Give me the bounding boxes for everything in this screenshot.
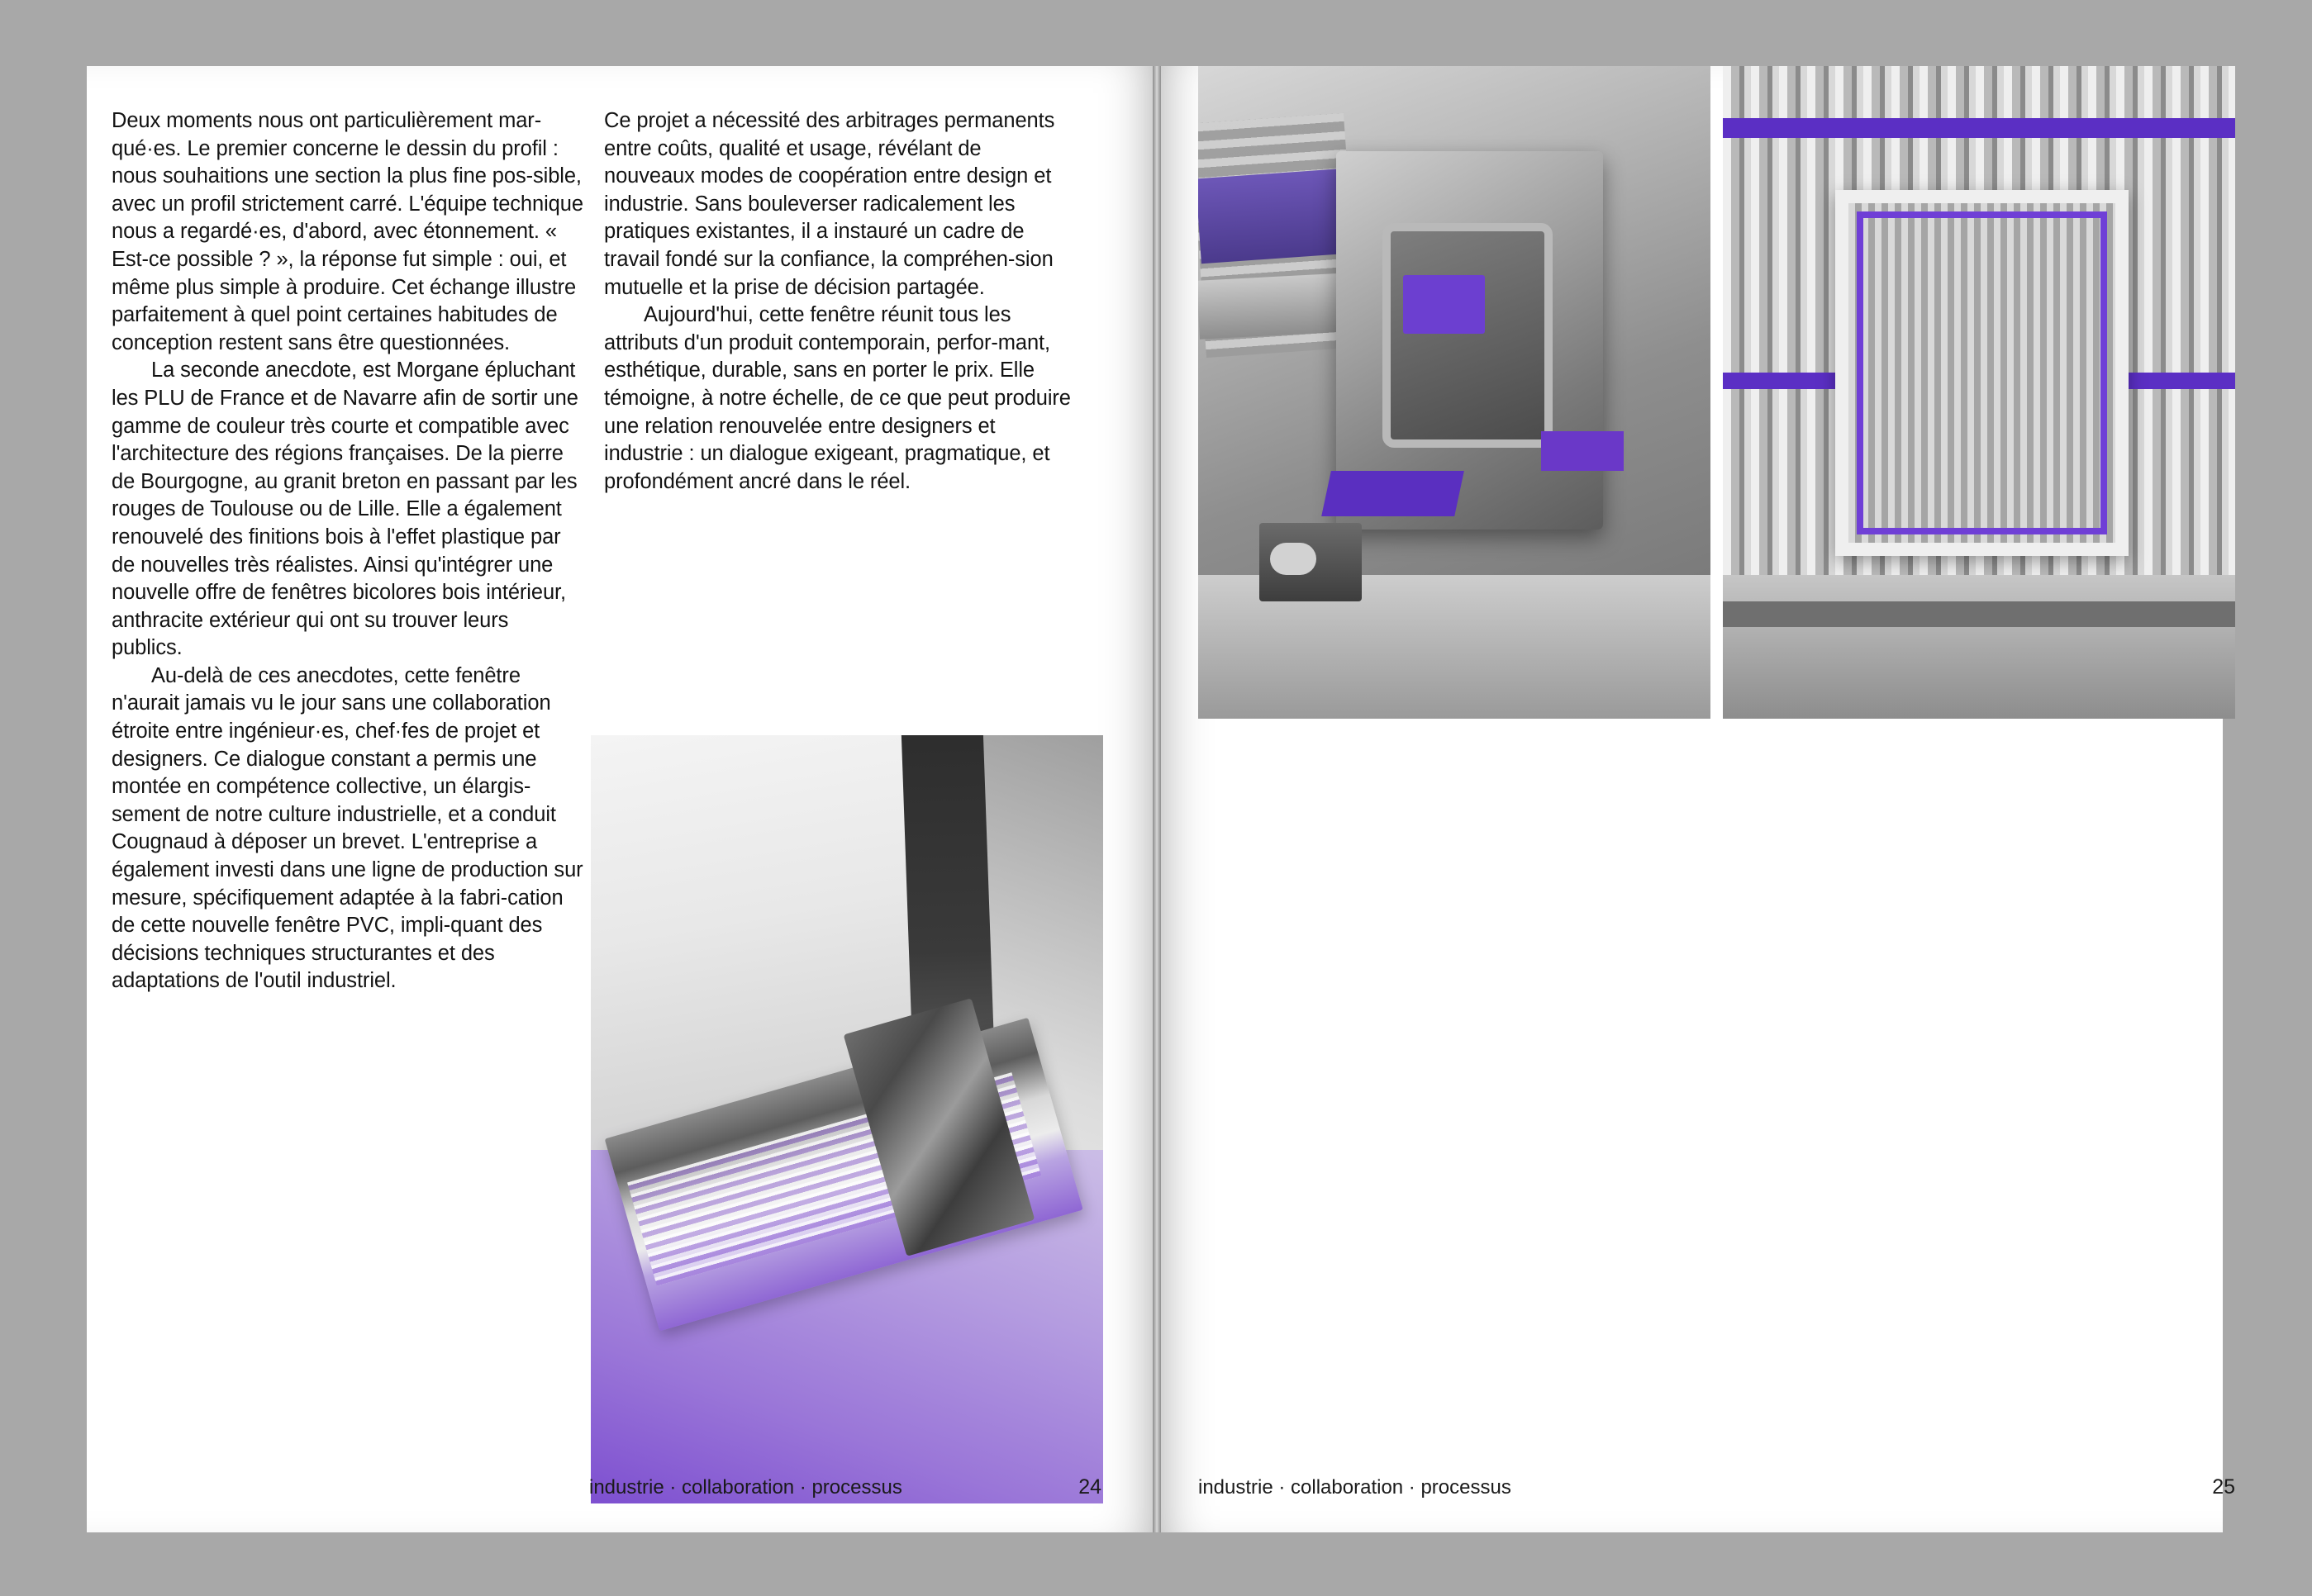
paragraph: Deux moments nous ont particulièrement mar-qué·es. Le premier concerne le dessin du profil : nous souhaitions une section la plus fine pos-sible, avec un profil strictement carré. L'équipe technique nous a regardé·es, d'abord, avec étonnement. « Est-ce possible ? », la réponse fut simple : oui, et même plus simple à produire. Cet échange illustre parfaitement à quel point certaines habitudes de conception restent sans être questionnées. bbox=[112, 109, 583, 354]
left-page bbox=[87, 66, 1153, 1532]
photo-window-frame bbox=[1835, 190, 2128, 556]
photo-rack-bar bbox=[1723, 601, 2235, 628]
assembly-machine-photo bbox=[1198, 66, 1710, 719]
profile-rack-photo bbox=[1723, 66, 2235, 719]
paragraph: Au-delà de ces anecdotes, cette fenêtre n'aurait jamais vu le jour sans une collaboration étroite entre ingénieur·es, chef·fes de projet et designers. Ce dialogue constant a permis une montée en compétence collective, un élargis-sement de notre culture industrielle, et a conduit Cougnaud à déposer un brevet. L'entreprise a également investi dans une ligne de production sur mesure, spécifiquement adaptée à la fabri-cation de cette nouvelle fenêtre PVC, impli-quant des décisions techniques structurantes et des adaptations de l'outil industriel. bbox=[112, 663, 583, 993]
paragraph: La seconde anecdote, est Morgane épluchant les PLU de France et de Navarre afin de sortir une gamme de couleur très courte et compatible avec l'architecture des régions françaises. De la pierre de Bourgogne, au granit breton en passant par les rouges de Toulouse ou de Lille. Elle a également renouvelé des finitions bois à l'effet plastique par de nouvelles très réalistes. Ainsi qu'intégrer une nouvelle offre de fenêtres bicolores bois intérieur, anthracite extérieur qui ont su trouver leurs publics. bbox=[112, 359, 578, 660]
left-page-footer bbox=[589, 1475, 1101, 1499]
window-profile-render-image bbox=[591, 735, 1103, 1503]
photo-rack-base bbox=[1723, 575, 2235, 719]
footer-label: industrie · collaboration · processus bbox=[1198, 1476, 1511, 1499]
photo-machine-window bbox=[1382, 223, 1553, 449]
page-number: 25 bbox=[2212, 1475, 2235, 1499]
right-page-footer bbox=[1198, 1475, 2235, 1499]
photo-window-frame-inner bbox=[1857, 211, 2106, 534]
text-column-1 bbox=[112, 107, 584, 995]
right-page bbox=[1161, 66, 2235, 1532]
photo-purple-part-2 bbox=[1321, 471, 1464, 516]
photo-purple-rail-top bbox=[1723, 118, 2235, 138]
page-number: 24 bbox=[1078, 1475, 1101, 1499]
paragraph: Aujourd'hui, cette fenêtre réunit tous les attributs d'un produit contemporain, perfor-mant, esthétique, durable, sans en porter le prix. Elle témoigne, à notre échelle, de ce que peut produire une relation renouvelée entre designers et industrie : un dialogue exigeant, pragmatique, et profondément ancré dans le réel. bbox=[604, 303, 1071, 493]
footer-label: industrie · collaboration · processus bbox=[589, 1476, 902, 1499]
book-spread bbox=[87, 66, 2235, 1532]
paragraph: Ce projet a nécessité des arbitrages permanents entre coûts, qualité et usage, révélant de nouveaux modes de coopération entre design et industrie. Sans bouleverser radicalement les pratiques existantes, il a instauré un cadre de travail fondé sur la confiance, la compréhen-sion mutuelle et la prise de décision partagée. bbox=[604, 109, 1055, 299]
photo-purple-part-3 bbox=[1541, 431, 1623, 470]
photo-machine-bolt bbox=[1270, 543, 1316, 576]
photo-purple-part-1 bbox=[1403, 275, 1485, 334]
book-gutter bbox=[1153, 66, 1161, 1532]
